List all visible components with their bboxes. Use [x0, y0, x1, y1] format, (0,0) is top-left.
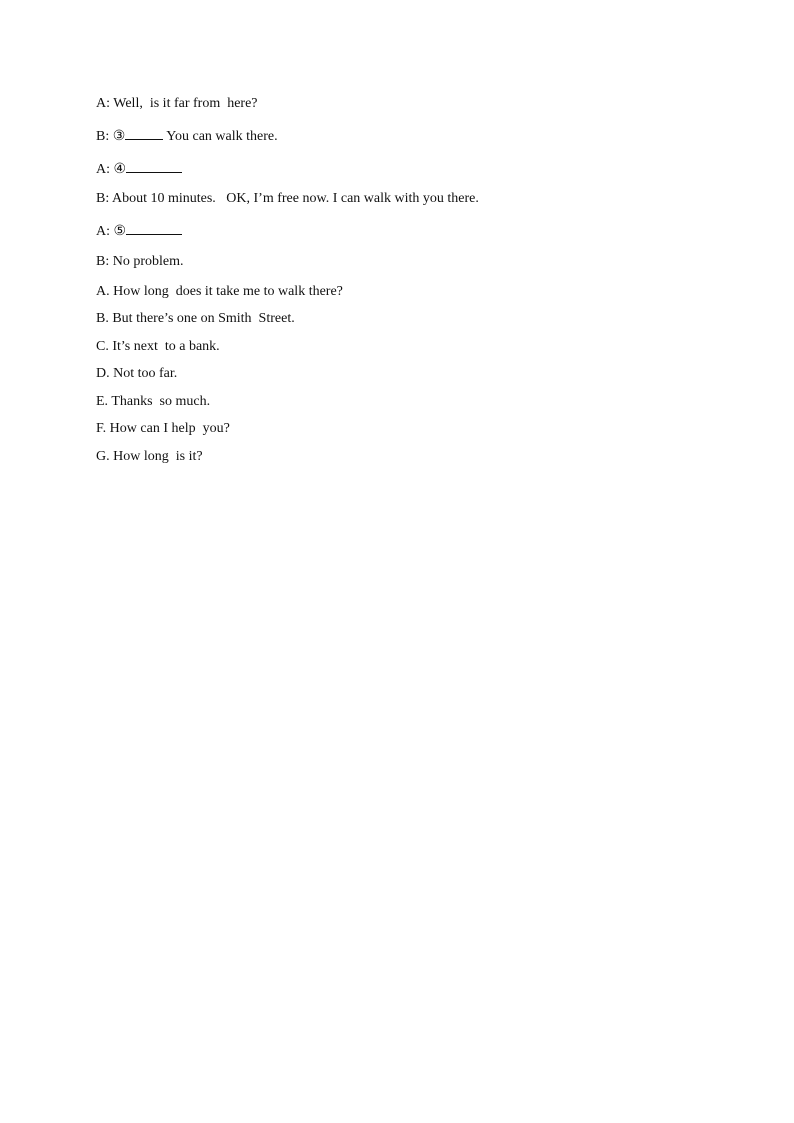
- dialogue-text: No problem.: [112, 253, 184, 269]
- option-letter: F.: [96, 421, 107, 436]
- option-letter: A.: [96, 283, 110, 299]
- exercise-content: [96, 94, 696, 474]
- dialogue-line-2: [96, 124, 696, 147]
- option-item: [96, 447, 696, 467]
- option-item: [96, 392, 696, 412]
- speaker-label: B:: [96, 253, 110, 269]
- dialogue-text: About 10 minutes. OK, I’m free now. I can walk with you there.: [111, 191, 479, 207]
- option-item: [96, 337, 696, 357]
- option-letter: C.: [96, 338, 109, 354]
- option-text: How long does it take me to walk there?: [113, 283, 343, 299]
- option-text: It’s next to a bank.: [112, 338, 220, 354]
- speaker-label: A:: [96, 224, 110, 239]
- dialogue-line-5: [96, 219, 696, 242]
- dialogue-text: Well, is it far from here?: [113, 96, 258, 111]
- circled-number: ④: [113, 161, 127, 177]
- speaker-label: B:: [96, 128, 110, 144]
- dialogue-text: You can walk there.: [163, 128, 278, 144]
- option-item: [96, 419, 696, 439]
- answer-blank-3[interactable]: [125, 124, 163, 140]
- circled-number: ⑤: [113, 224, 127, 239]
- dialogue-line-4: [96, 189, 696, 209]
- dialogue: [96, 94, 696, 272]
- option-letter: D.: [96, 366, 110, 381]
- option-text: How long is it?: [113, 448, 203, 464]
- answer-blank-5[interactable]: [126, 219, 182, 235]
- option-letter: G.: [96, 448, 110, 464]
- circled-number: ③: [112, 128, 126, 144]
- option-text: But there’s one on Smith Street.: [112, 311, 295, 326]
- speaker-label: B:: [96, 191, 110, 207]
- dialogue-line-6: [96, 252, 696, 272]
- speaker-label: A:: [96, 161, 110, 177]
- dialogue-line-1: [96, 94, 696, 114]
- speaker-label: A:: [96, 96, 110, 111]
- option-text: Thanks so much.: [111, 393, 211, 409]
- option-letter: E.: [96, 393, 109, 409]
- option-item: [96, 309, 696, 329]
- option-letter: B.: [96, 311, 109, 326]
- option-text: How can I help you?: [109, 421, 230, 436]
- option-item: [96, 282, 696, 302]
- dialogue-line-3: [96, 157, 696, 180]
- option-text: Not too far.: [113, 366, 178, 381]
- answer-options: [96, 282, 696, 467]
- answer-blank-4[interactable]: [126, 157, 182, 173]
- option-item: [96, 364, 696, 384]
